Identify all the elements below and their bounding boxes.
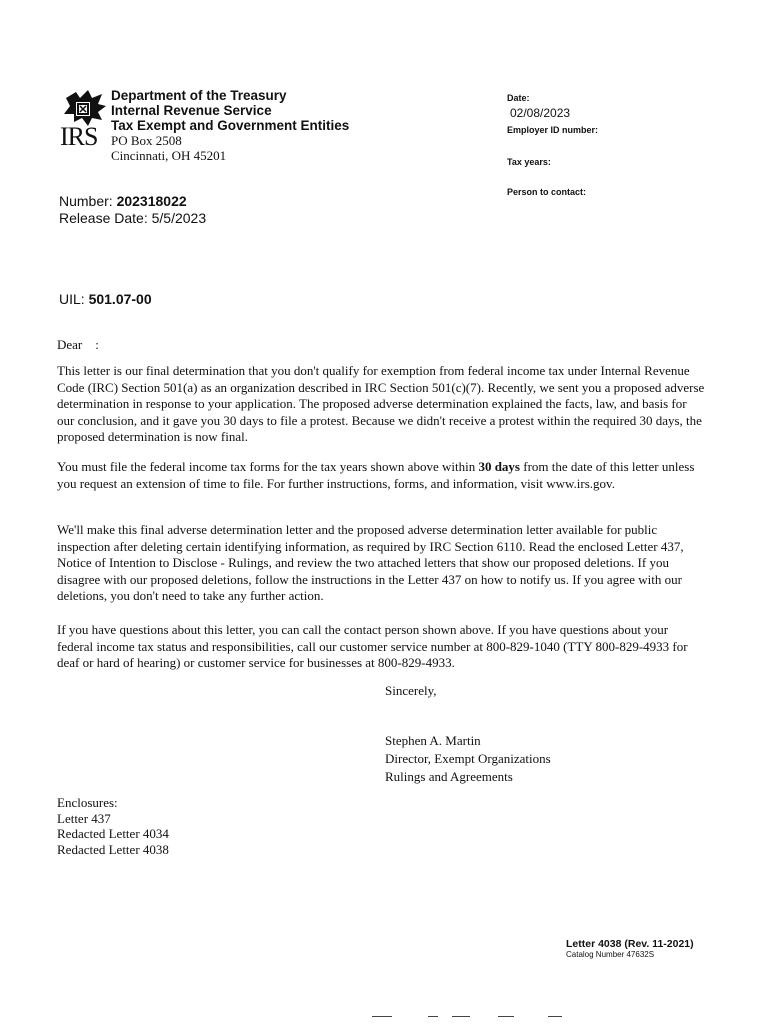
salutation: Dear : — [57, 337, 99, 352]
catalog-number: Catalog Number 47632S — [566, 950, 655, 959]
address-block — [111, 133, 226, 163]
scan-mark — [452, 1016, 470, 1017]
address-line: PO Box 2508 — [111, 133, 182, 148]
release-value: 5/5/2023 — [151, 210, 207, 226]
form-id: Letter 4038 (Rev. 11-2021) — [566, 938, 694, 950]
uil-line — [59, 291, 152, 307]
signature-line: Stephen A. Martin — [385, 733, 481, 748]
signature-block — [385, 732, 551, 786]
paragraph: If you have questions about this letter, you can call the contact person shown above. If you have questions about your federal income tax status and responsibilities, call our customer service number at 800-829-1040 (TTY 800-829-4933 for deaf or hard of hearing) or customer service for businesses at 800-829-4933. — [57, 622, 688, 670]
agency-line: Internal Revenue Service — [111, 103, 272, 118]
paragraph: We'll make this final adverse determination letter and the proposed adverse determination letter available for public inspection after deleting certain identifying information, as required by IRC Section 6110. Read the enclosed Letter 437, Notice of Intention to Disclose - Rulings, and review the two attached letters that show our proposed deletions. If you disagree with our proposed deletions, follow the instructions in the Letter 437 on how to notify us. If you agree with our deletions, you don't need to take any further action. — [57, 522, 684, 603]
scan-mark — [548, 1016, 562, 1017]
paragraph — [57, 459, 705, 492]
number-label: Number: — [59, 193, 113, 209]
address-line: Cincinnati, OH 45201 — [111, 148, 227, 163]
paragraph-text: from the date of this — [520, 459, 629, 474]
agency-block — [111, 88, 349, 133]
scan-mark — [372, 1016, 392, 1017]
enclosure-line: Enclosures: — [57, 795, 118, 810]
paragraph-text: letter unless you request an extension of time to file. For further instructions, forms, and information, visit www.irs.gov. — [57, 459, 695, 491]
logo-text: IRS — [60, 122, 98, 151]
scan-mark — [498, 1016, 514, 1017]
release-label: Release Date: — [59, 210, 148, 226]
agency-line: Tax Exempt and Government Entities — [111, 118, 350, 133]
uil-value: 501.07-00 — [88, 291, 152, 307]
date-label: Date: — [507, 93, 530, 103]
contact-label: Person to contact: — [507, 187, 587, 197]
agency-line: Department of the Treasury — [111, 88, 287, 103]
paragraph-text: You must file the federal income tax forms for the tax years shown above within — [57, 459, 479, 474]
signature-line: Rulings and Agreements — [385, 769, 513, 784]
enclosure-line: Letter 437 — [57, 810, 111, 826]
paragraph-bold: 30 days — [478, 459, 520, 474]
enclosures — [57, 795, 169, 857]
scan-mark — [428, 1016, 438, 1017]
enclosure-line: Redacted Letter 4034 — [57, 826, 169, 841]
release-line — [59, 210, 206, 226]
number-line — [59, 193, 187, 209]
closing: Sincerely, — [385, 683, 437, 698]
signature-line: Director, Exempt Organizations — [385, 751, 551, 766]
tax-years-label: Tax years: — [507, 157, 551, 167]
paragraph: This letter is our final determination that you don't qualify for exemption from federal income tax under Internal Revenue Code (IRC) Section 501(a) as an organization described in IRC Section 501(c)(7). Recently, we sent you a proposed adverse determination in response to your application. The proposed adverse determination explained the facts, law, and basis for our conclusion, and it gave you 30 days to file a protest. Because we didn't receive a protest within the required 30 days, the proposed determination is now final. — [57, 363, 705, 444]
irs-logo — [58, 88, 110, 152]
number-value: 202318022 — [116, 193, 187, 209]
enclosure-line: Redacted Letter 4038 — [57, 841, 169, 857]
date-value: 02/08/2023 — [510, 106, 571, 120]
footer — [566, 938, 694, 959]
employer-id-label: Employer ID number: — [507, 125, 599, 135]
uil-label: UIL: — [59, 291, 85, 307]
